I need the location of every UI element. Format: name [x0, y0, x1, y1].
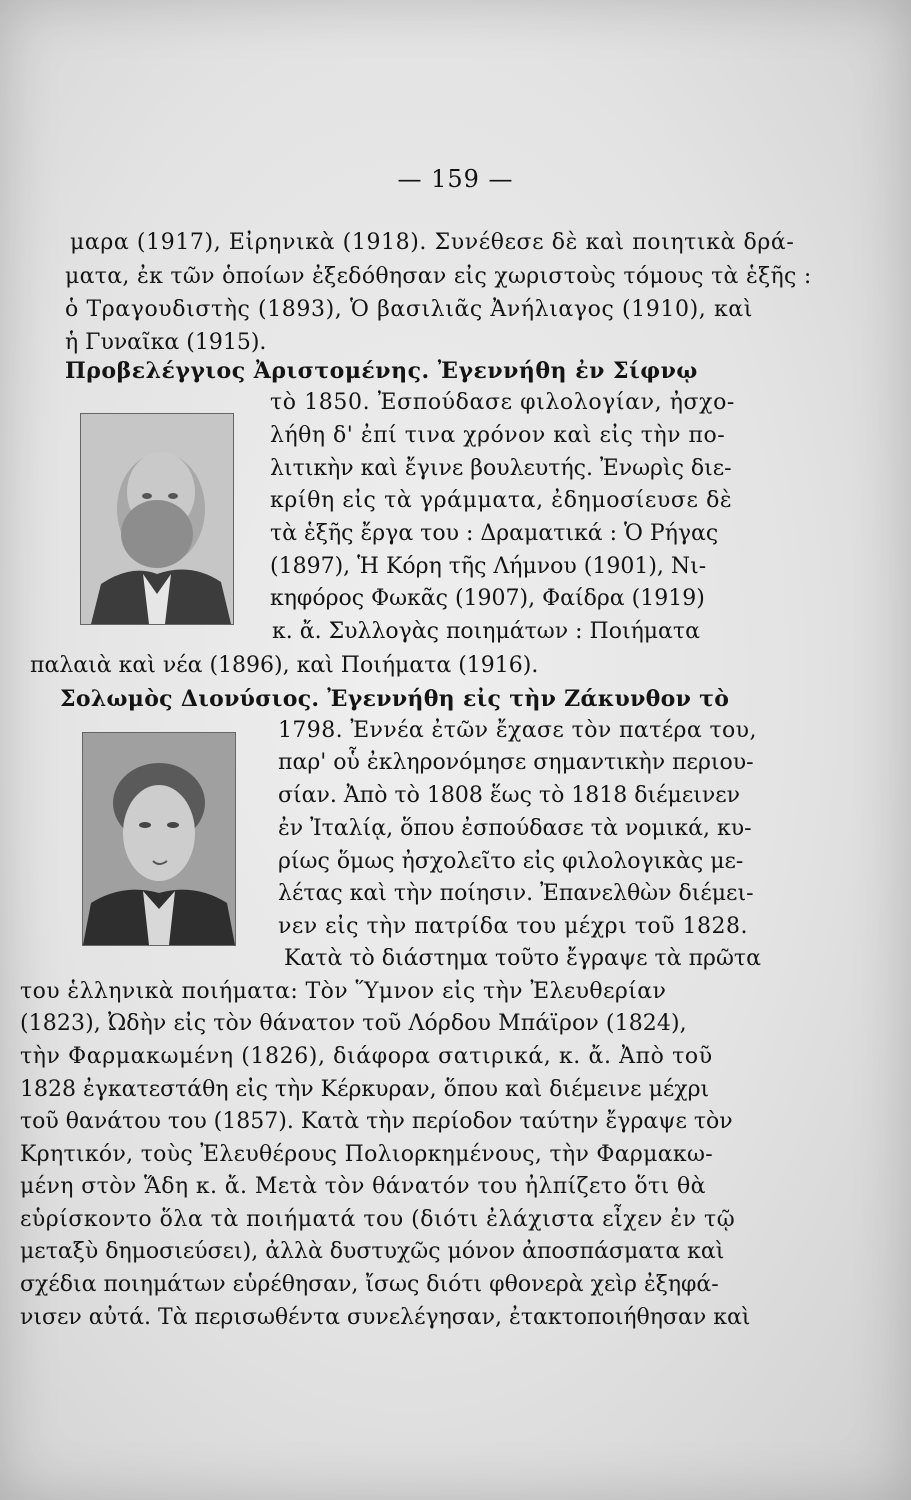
text-line: παλαιὰ καὶ νέα (1896), καὶ Ποιήματα (1916).	[30, 653, 539, 678]
text-line: μένη στὸν Ἅδη κ. ἄ. Μετὰ τὸν θάνατόν του ἠλπίζετο ὅτι θὰ	[20, 1174, 706, 1199]
text-line: ρίως ὅμως ἠσχολεῖτο εἰς φιλολογικὰς με-	[278, 849, 744, 874]
portrait-provelengios	[80, 413, 234, 625]
text-line: λιτικὴν καὶ ἔγινε βουλευτής. Ἐνωρὶς διε-	[270, 456, 732, 481]
text-line: παρ' οὗ ἐκληρονόμησε σημαντικὴν περιου-	[278, 750, 754, 775]
text-line: τὰ ἑξῆς ἔργα του : Δραματικά : Ὁ Ρήγας	[270, 521, 719, 546]
text-line: ἡ Γυναῖκα (1915).	[65, 330, 267, 355]
text-line: κ. ἄ. Συλλογὰς ποιημάτων : Ποιήματα	[272, 619, 700, 644]
text-line: (1897), Ἡ Κόρη τῆς Λήμνου (1901), Νι-	[270, 554, 707, 579]
portrait-solomos-image	[83, 733, 235, 945]
text-line: κρίθη εἰς τὰ γράμματα, ἐδημοσίευσε δὲ	[270, 488, 733, 513]
text-line: σχέδια ποιημάτων εὑρέθησαν, ἴσως διότι φθονερὰ χεὶρ ἐξηφά-	[20, 1272, 719, 1297]
text-line: Κατὰ τὸ διάστημα τοῦτο ἔγραψε τὰ πρῶτα	[284, 946, 761, 971]
portrait-bearded-man-image	[81, 414, 233, 624]
text-line: εὑρίσκοντο ὅλα τὰ ποιήματά του (διότι ἐλάχιστα εἶχεν ἐν τῷ	[20, 1207, 736, 1232]
text-line: λήθη δ' ἐπί τινα χρόνον καὶ εἰς τὴν πο-	[270, 423, 726, 448]
text-line: ὁ Τραγουδιστὴς (1893), Ὁ βασιλιᾶς Ἀνήλιαγος (1910), καὶ	[65, 297, 753, 322]
text-line: κηφόρος Φωκᾶς (1907), Φαίδρα (1919)	[270, 586, 705, 611]
text-line: τὸ 1850. Ἐσπούδασε φιλολογίαν, ἠσχο-	[270, 390, 735, 415]
text-line: του ἑλληνικὰ ποιήματα: Τὸν Ὕμνον εἰς τὴν Ἐλευθερίαν	[20, 979, 667, 1004]
text-line: 1828 ἐγκατεστάθη εἰς τὴν Κέρκυραν, ὅπου καὶ διέμεινε μέχρι	[20, 1077, 710, 1102]
text-line: τὴν Φαρμακωμένη (1826), διάφορα σατιρικά, κ. ἄ. Ἀπὸ τοῦ	[20, 1044, 713, 1069]
text-line: ματα, ἐκ τῶν ὁποίων ἐξεδόθησαν εἰς χωριστοὺς τόμους τὰ ἑξῆς :	[65, 264, 812, 289]
text-line: νισεν αὐτά. Τὰ περισωθέντα συνελέγησαν, ἐτακτοποιήθησαν καὶ	[20, 1305, 751, 1330]
text-line: σίαν. Ἀπὸ τὸ 1808 ἕως τὸ 1818 διέμεινεν	[278, 783, 741, 808]
page-number: — 159 —	[397, 165, 514, 193]
text-line: μεταξὺ δημοσιεύσει), ἀλλὰ δυστυχῶς μόνον ἀποσπάσματα καὶ	[20, 1239, 725, 1264]
text-line: λέτας καὶ τὴν ποίησιν. Ἐπανελθὼν διέμει-	[278, 881, 754, 906]
entry-heading-solomos: Σολωμὸς Διονύσιος. Ἐγεννήθη εἰς τὴν Ζάκυνθον τὸ	[60, 686, 730, 712]
text-line: 1798. Ἐννέα ἐτῶν ἔχασε τὸν πατέρα του,	[278, 718, 757, 743]
text-line: Κρητικόν, τοὺς Ἐλευθέρους Πολιορκημένους, τὴν Φαρμακω-	[20, 1142, 713, 1167]
text-line: τοῦ θανάτου του (1857). Κατὰ τὴν περίοδον ταύτην ἔγραψε τὸν	[20, 1109, 733, 1134]
text-line: (1823), Ὠδὴν εἰς τὸν θάνατον τοῦ Λόρδου Μπάϊρον (1824),	[20, 1011, 687, 1036]
portrait-solomos	[82, 732, 236, 946]
entry-heading-provelengios: Προβελέγγιος Ἀριστομένης. Ἐγεννήθη ἐν Σίφνῳ	[65, 358, 698, 384]
text-line: μαρα (1917), Εἰρηνικὰ (1918). Συνέθεσε δὲ καὶ ποιητικὰ δρά-	[70, 230, 795, 255]
text-line: ἐν Ἰταλίᾳ, ὅπου ἐσπούδασε τὰ νομικά, κυ-	[278, 816, 752, 841]
text-line: νεν εἰς τὴν πατρίδα του μέχρι τοῦ 1828.	[278, 914, 748, 939]
